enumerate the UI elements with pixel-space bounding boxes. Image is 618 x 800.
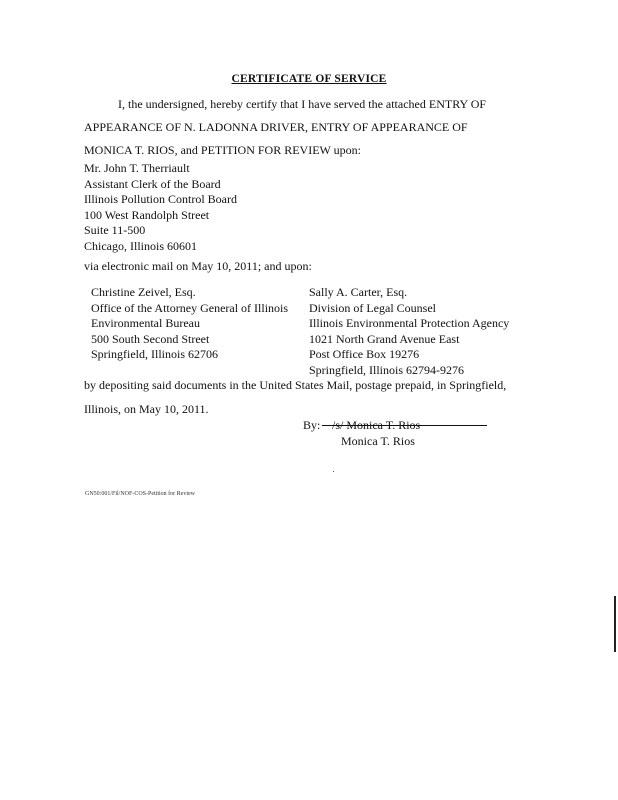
address-line: Springfield, Illinois 62706	[91, 347, 218, 361]
recipient-iepa-address	[309, 285, 509, 378]
address-line: Chicago, Illinois 60601	[84, 238, 197, 253]
recipient-attorney-general-address	[91, 285, 288, 363]
signature-printed-name: Monica T. Rios	[341, 434, 415, 448]
address-line: Environmental Bureau	[91, 316, 200, 330]
address-line: Division of Legal Counsel	[309, 300, 436, 315]
scan-speck	[333, 471, 334, 472]
address-line: 500 South Second Street	[91, 331, 210, 346]
recipient-clerk-address	[84, 161, 237, 254]
address-line: Office of the Attorney General of Illinois	[91, 300, 289, 315]
address-line: Illinois Pollution Control Board	[84, 192, 238, 206]
electronic-mail-note: via electronic mail on May 10, 2011; and upon:	[84, 259, 312, 273]
address-line: Christine Zeivel, Esq.	[91, 285, 196, 299]
intro-line-1: I, the undersigned, hereby certify that I have served the attached ENTRY OF	[118, 97, 487, 111]
address-line: Sally A. Carter, Esq.	[309, 285, 408, 299]
signature-by-label: By:	[303, 418, 321, 432]
signature-electronic: /s/ Monica T. Rios	[332, 418, 421, 432]
signature-line	[322, 425, 487, 426]
address-line: 100 West Randolph Street	[84, 207, 210, 222]
closing-line-2: Illinois, on May 10, 2011.	[84, 402, 209, 416]
address-line: Post Office Box 19276	[309, 347, 420, 361]
address-line: Mr. John T. Therriault	[84, 161, 190, 175]
document-title: CERTIFICATE OF SERVICE	[231, 73, 387, 85]
address-line: Springfield, Illinois 62794-9276	[309, 362, 464, 377]
scan-edge-mark	[614, 596, 616, 652]
address-line: Assistant Clerk of the Board	[84, 176, 221, 191]
address-line: Suite 11-500	[84, 223, 146, 237]
intro-line-3: MONICA T. RIOS, and PETITION FOR REVIEW upon:	[84, 143, 361, 157]
address-line: 1021 North Grand Avenue East	[309, 331, 460, 346]
closing-line-1: by depositing said documents in the United States Mail, postage prepaid, in Springfield,	[84, 378, 507, 392]
document-reference-footer: GN50:001/Fil/NOF-COS-Petition for Review	[85, 491, 196, 497]
address-line: Illinois Environmental Protection Agency	[309, 316, 510, 330]
intro-line-2: APPEARANCE OF N. LADONNA DRIVER, ENTRY OF APPEARANCE OF	[84, 120, 468, 134]
